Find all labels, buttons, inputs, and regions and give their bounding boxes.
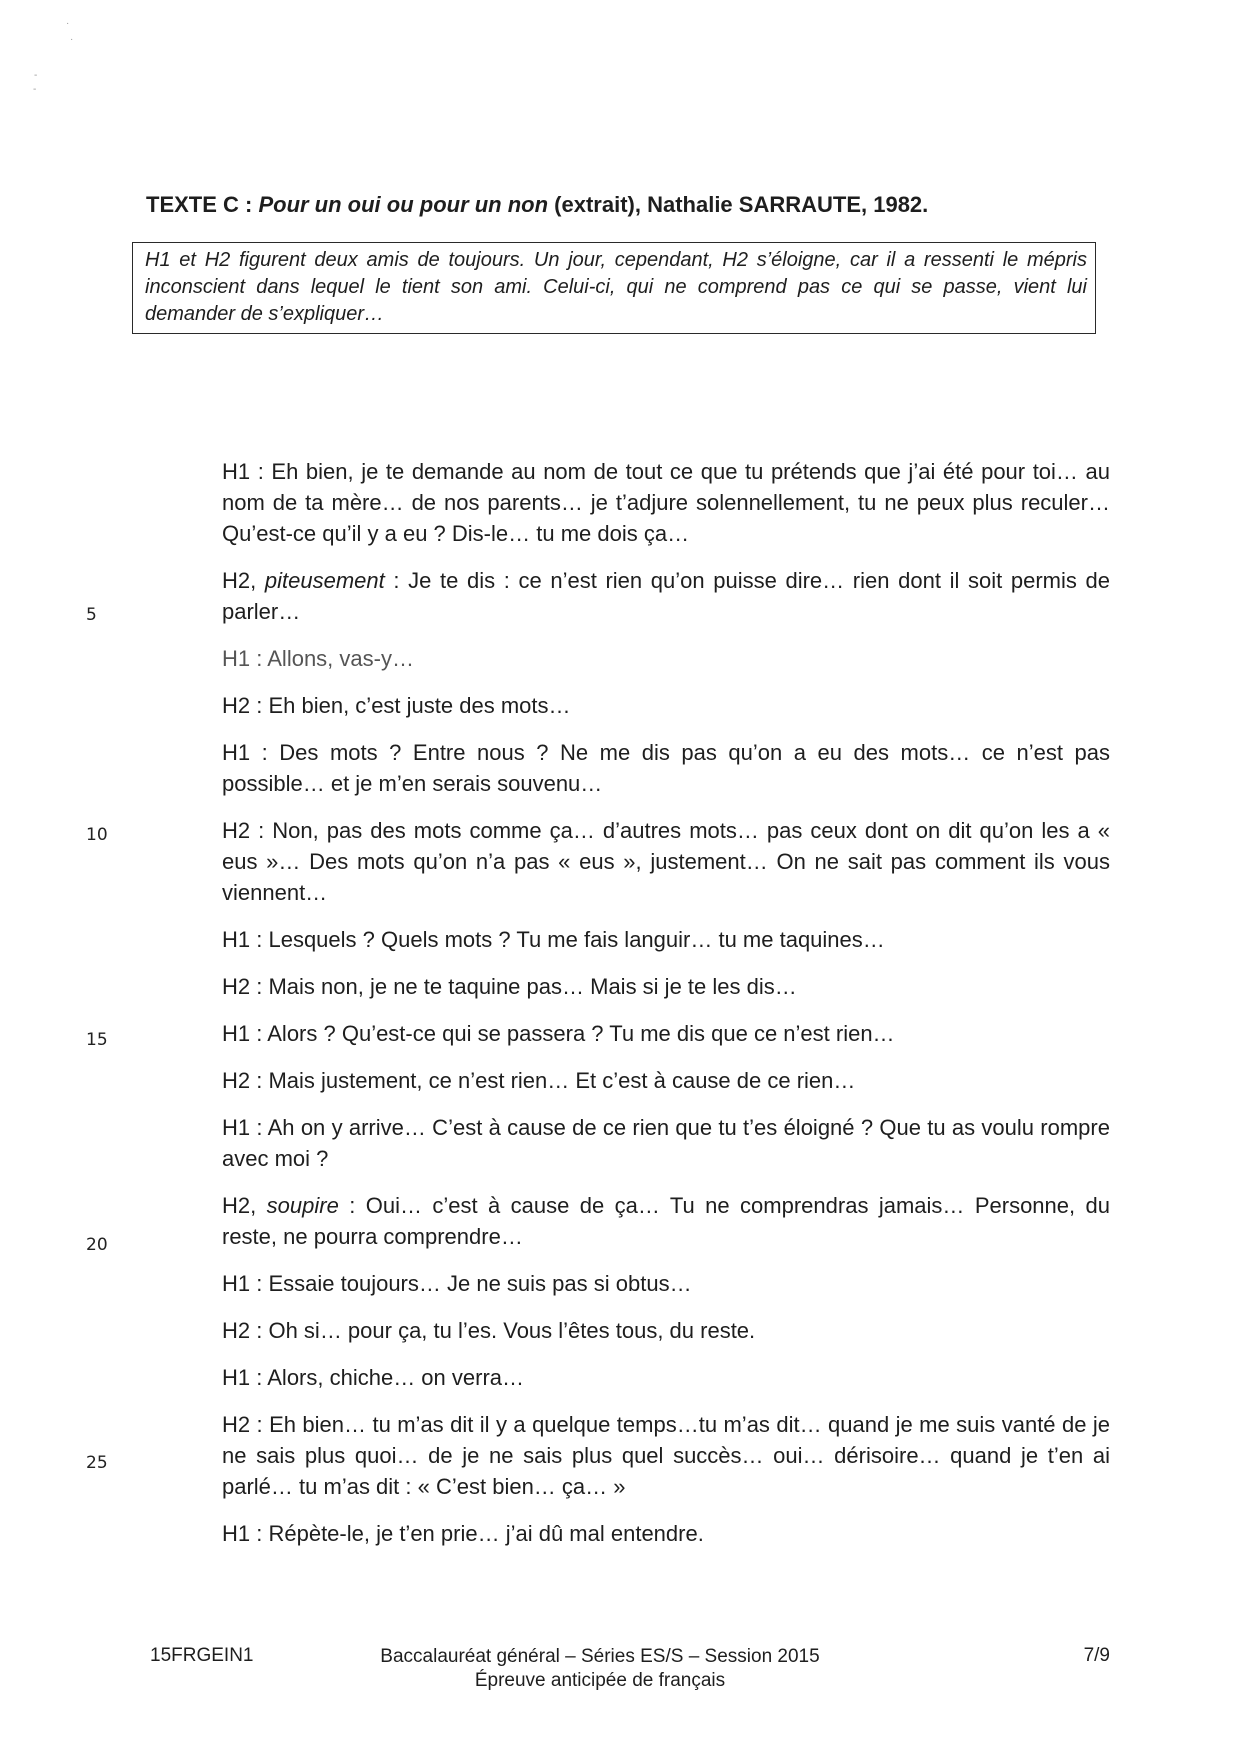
dialogue bbox=[222, 456, 1110, 1565]
exam-subject: Épreuve anticipée de français bbox=[474, 1670, 726, 1691]
title-suffix: (extrait), Nathalie SARRAUTE, 1982. bbox=[548, 192, 929, 217]
dialogue-line: H2 : Oh si… pour ça, tu l’es. Vous l’êtes tous, du reste. bbox=[222, 1318, 756, 1343]
dialogue-line: H1 : Eh bien, je te demande au nom de tout ce que tu prétends que j’ai été pour toi… au nom de ta mère… de nos parents… je t’adjure solennellement, tu ne peux plus reculer… Qu’est-ce qu’il y a eu ? Dis-le… tu me dois ça… bbox=[222, 459, 1110, 546]
dialogue-line: H2 : Non, pas des mots comme ça… d’autres mots… pas ceux dont on dit qu’on les a « eus »… Des mots qu’on n’a pas « eus », justement… On ne sait pas comment ils vous viennent… bbox=[222, 818, 1110, 905]
exam-code: 15FRGEIN1 bbox=[150, 1645, 254, 1666]
dialogue-line: H1 : Allons, vas-y… bbox=[222, 646, 414, 671]
exam-session: Baccalauréat général – Séries ES/S – Session 2015 bbox=[380, 1646, 820, 1667]
dialogue-line: H1 : Alors ? Qu’est-ce qui se passera ? Tu me dis que ce n’est rien… bbox=[222, 1021, 895, 1046]
dialogue-line: H2, soupire : Oui… c’est à cause de ça… Tu ne comprendras jamais… Personne, du reste, ne pourra comprendre… bbox=[222, 1193, 1111, 1249]
dialogue-line: H2 : Mais justement, ce n’est rien… Et c’est à cause de ce rien… bbox=[222, 1068, 856, 1093]
exam-info bbox=[350, 1645, 850, 1693]
dialogue-line: H2 : Eh bien… tu m’as dit il y a quelque temps…tu m’as dit… quand je me suis vanté de je ne sais plus quoi… de je ne sais plus quel succès… oui… dérisoire… quand je t’en ai parlé… tu m’as dit : « C’est bien… ça… » bbox=[222, 1412, 1110, 1499]
dialogue-line: H1 : Répète-le, je t’en prie… j’ai dû mal entendre. bbox=[222, 1521, 704, 1546]
line-number: 20 bbox=[86, 1235, 108, 1255]
document-title bbox=[146, 192, 1106, 218]
line-number: 25 bbox=[86, 1453, 108, 1473]
title-work: Pour un oui ou pour un non bbox=[258, 192, 549, 217]
dialogue-line: H1 : Ah on y arrive… C’est à cause de ce rien que tu t’es éloigné ? Que tu as voulu rompre avec moi ? bbox=[222, 1115, 1110, 1171]
intro-box: H1 et H2 figurent deux amis de toujours. Un jour, cependant, H2 s’éloigne, car il a ressenti le mépris inconscient dans lequel le tient son ami. Celui-ci, qui ne comprend pas ce qui se passe, vient lui demander de s’expliquer… bbox=[132, 242, 1096, 334]
line-number: 5 bbox=[86, 605, 97, 625]
dialogue-line: H2, piteusement : Je te dis : ce n’est rien qu’on puisse dire… rien dont il soit permis de parler… bbox=[222, 568, 1110, 624]
page-number: 7/9 bbox=[1083, 1645, 1110, 1666]
dialogue-line: H2 : Eh bien, c’est juste des mots… bbox=[222, 693, 571, 718]
line-number: 15 bbox=[86, 1030, 108, 1050]
dialogue-line: H1 : Des mots ? Entre nous ? Ne me dis pas qu’on a eu des mots… ce n’est pas possible… et je m’en serais souvenu… bbox=[222, 740, 1110, 796]
dialogue-line: H2 : Mais non, je ne te taquine pas… Mais si je te les dis… bbox=[222, 974, 797, 999]
dialogue-line: H1 : Essaie toujours… Je ne suis pas si obtus… bbox=[222, 1271, 692, 1296]
title-prefix: TEXTE C : bbox=[146, 192, 259, 217]
line-number: 10 bbox=[86, 825, 108, 845]
dialogue-line: H1 : Lesquels ? Quels mots ? Tu me fais languir… tu me taquines… bbox=[222, 927, 885, 952]
dialogue-line: H1 : Alors, chiche… on verra… bbox=[222, 1365, 525, 1390]
